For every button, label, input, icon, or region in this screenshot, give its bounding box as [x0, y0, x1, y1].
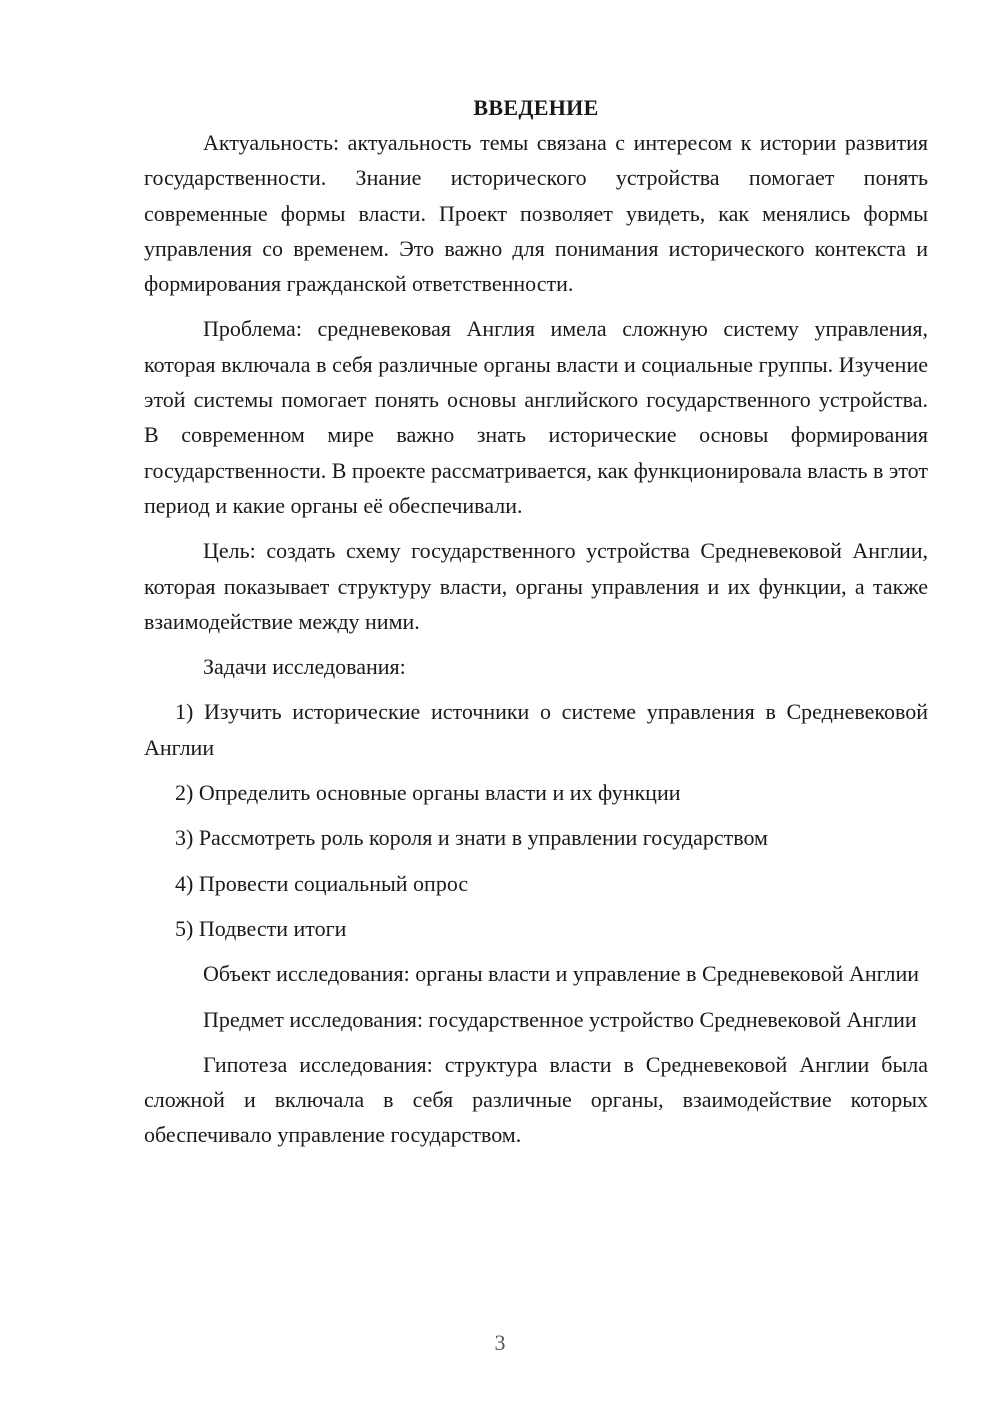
paragraph-hypothesis: Гипотеза исследования: структура власти в Средневековой Англии была сложной и включала в себя различные органы, взаимодействие которых обеспечивало управление государством. [144, 1051, 928, 1148]
paragraph-relevance: Актуальность: актуальность темы связана с интересом к истории развития государственности. Знание исторического устройства помогает понять современные формы власти. Проект позволяет увидеть, как менялись формы управления со временем. Это важно для понимания исторического контекста и формирования гражданской ответственности. [144, 130, 928, 297]
paragraph-problem: Проблема: средневековая Англия имела сложную систему управления, которая включала в себя различные органы власти и социальные группы. Изучение этой системы помогает понять основы английского государственного устройства. В современном мире важно знать исторические основы формирования государственности. В проекте рассматривается, как функционировала власть в этот период и какие органы её обеспечивали. [144, 316, 928, 518]
document-title: ВВЕДЕНИЕ [473, 95, 599, 120]
task-item-2: 2) Определить основные органы власти и их функции [175, 780, 681, 806]
task-item-5: 5) Подвести итоги [175, 915, 347, 941]
paragraph-object: Объект исследования: органы власти и управление в Средневековой Англии [203, 961, 920, 987]
task-item-3: 3) Рассмотреть роль короля и знати в управлении государством [175, 825, 768, 851]
document-page [144, 90, 928, 1163]
paragraph-subject: Предмет исследования: государственное устройство Средневековой Англии [203, 1006, 917, 1032]
task-item-1: 1) Изучить исторические источники о системе управления в Средневековой Англии [144, 699, 928, 760]
paragraph-tasks-heading: Задачи исследования: [203, 654, 406, 680]
paragraph-goal: Цель: создать схему государственного устройства Средневековой Англии, которая показывает структуру власти, органы управления и их функции, а также взаимодействие между ними. [144, 538, 928, 634]
page-number: 3 [494, 1330, 506, 1355]
task-item-4: 4) Провести социальный опрос [175, 870, 469, 896]
